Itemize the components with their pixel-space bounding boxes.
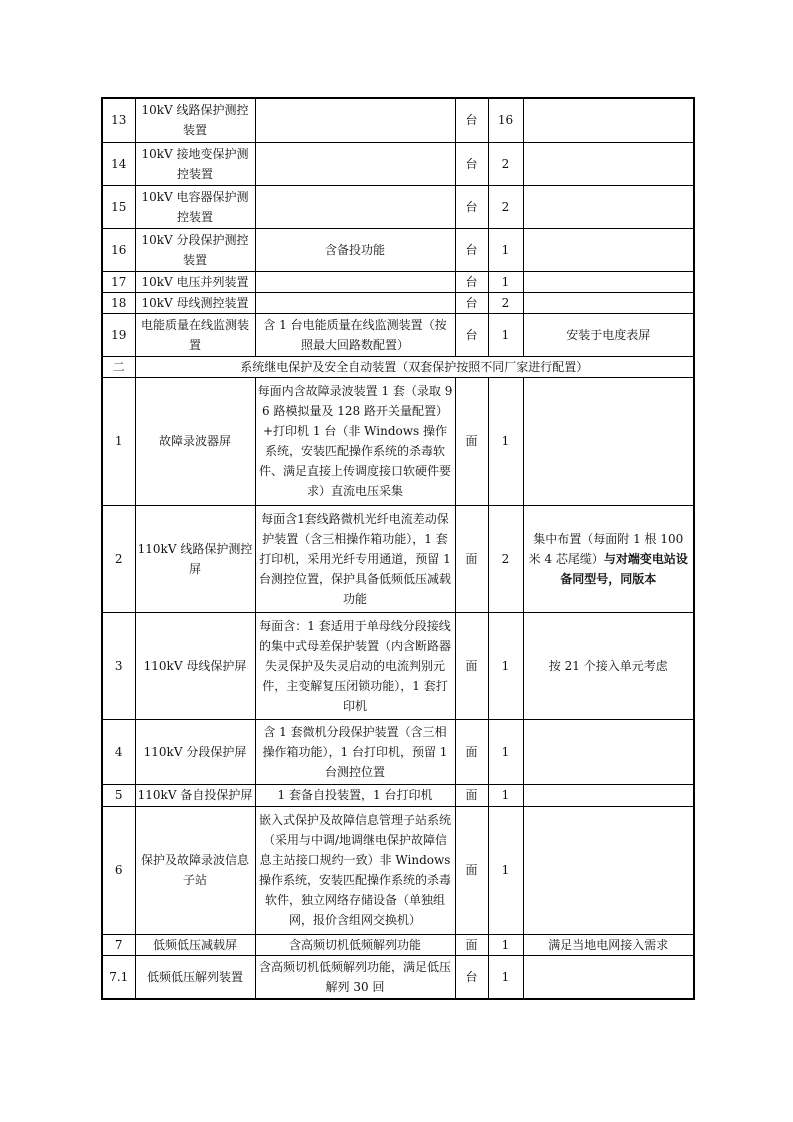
item-unit: 台 [455,142,488,185]
item-name: 电能质量在线监测装置 [135,313,255,356]
section-number: 二 [102,356,135,377]
item-quantity: 16 [488,98,523,142]
item-quantity: 2 [488,142,523,185]
row-number: 19 [102,313,135,356]
item-description: 含高频切机低频解列功能，满足低压解列 30 回 [255,955,455,999]
item-name: 10kV 接地变保护测控装置 [135,142,255,185]
item-unit: 面 [455,806,488,934]
row-number: 15 [102,185,135,228]
item-description: 每面含1套线路微机光纤电流差动保护装置（含三相操作箱功能），1 套打印机，采用光纤专用通道，预留 1 台测控位置，保护具备低频低压减载功能 [255,505,455,612]
row-number: 16 [102,228,135,271]
row-number: 6 [102,806,135,934]
table-row [102,934,694,955]
item-unit: 面 [455,377,488,505]
equipment-table [101,97,695,1000]
item-quantity: 1 [488,955,523,999]
item-unit: 面 [455,934,488,955]
item-note [523,185,694,228]
row-number: 5 [102,784,135,806]
table-row [102,313,694,356]
item-note: 安装于电度表屏 [523,313,694,356]
item-note [523,784,694,806]
item-note [523,98,694,142]
item-name: 110kV 备自投保护屏 [135,784,255,806]
row-number: 13 [102,98,135,142]
item-unit: 台 [455,955,488,999]
item-name: 10kV 母线测控装置 [135,292,255,313]
item-description [255,292,455,313]
item-note [523,377,694,505]
item-name: 10kV 电压并列装置 [135,271,255,292]
item-quantity: 1 [488,313,523,356]
item-unit: 面 [455,505,488,612]
table-row [102,955,694,999]
item-description: 含 1 台电能质量在线监测装置（按照最大回路数配置） [255,313,455,356]
item-description [255,98,455,142]
item-description [255,271,455,292]
table-row [102,719,694,784]
item-note [523,806,694,934]
table-row [102,806,694,934]
row-number: 1 [102,377,135,505]
item-quantity: 2 [488,185,523,228]
section-title: 系统继电保护及安全自动装置（双套保护按照不同厂家进行配置） [135,356,694,377]
item-description [255,185,455,228]
item-name: 10kV 分段保护测控装置 [135,228,255,271]
item-unit: 台 [455,271,488,292]
item-note [523,228,694,271]
table-row [102,142,694,185]
item-note: 按 21 个接入单元考虑 [523,612,694,719]
item-name: 保护及故障录波信息子站 [135,806,255,934]
item-name: 110kV 母线保护屏 [135,612,255,719]
item-unit: 台 [455,98,488,142]
item-unit: 台 [455,313,488,356]
item-quantity: 1 [488,806,523,934]
row-number: 18 [102,292,135,313]
table-row [102,292,694,313]
table-row [102,271,694,292]
item-unit: 台 [455,185,488,228]
item-name: 低频低压解列装置 [135,955,255,999]
item-unit: 面 [455,719,488,784]
item-quantity: 1 [488,934,523,955]
item-note [523,292,694,313]
row-number: 7 [102,934,135,955]
item-unit: 面 [455,612,488,719]
item-quantity: 1 [488,228,523,271]
item-quantity: 2 [488,292,523,313]
item-quantity: 2 [488,505,523,612]
table-row [102,98,694,142]
row-number: 4 [102,719,135,784]
item-note-text: 集中布置（每面附 1 根 100 米 4 芯尾缆） [528,531,684,566]
row-number: 2 [102,505,135,612]
item-description: 每面内含故障录波装置 1 套（录取 96 路模拟量及 128 路开关量配置）+打印机 1 台（非 Windows 操作系统，安装匹配操作系统的杀毒软件、满足直接上传调度接口软硬件要求）直流电压采集 [255,377,455,505]
item-name: 低频低压减载屏 [135,934,255,955]
item-description: 1 套备自投装置，1 台打印机 [255,784,455,806]
item-note [523,955,694,999]
item-quantity: 1 [488,719,523,784]
item-unit: 台 [455,292,488,313]
item-quantity: 1 [488,784,523,806]
section-row [102,356,694,377]
table-row [102,228,694,271]
table-row [102,784,694,806]
item-name: 110kV 线路保护测控屏 [135,505,255,612]
table-row [102,185,694,228]
row-number: 3 [102,612,135,719]
item-quantity: 1 [488,612,523,719]
item-note-emphasis: 与对端变电站设备同型号，同版本 [560,551,688,586]
item-name: 故障录波器屏 [135,377,255,505]
item-note [523,505,694,612]
item-quantity: 1 [488,271,523,292]
item-description: 嵌入式保护及故障信息管理子站系统（采用与中调/地调继电保护故障信息主站接口规约一致）非 Windows 操作系统，安装匹配操作系统的杀毒软件，独立网络存储设备（单独组网，报价含组网交换机） [255,806,455,934]
item-name: 10kV 电容器保护测控装置 [135,185,255,228]
item-unit: 台 [455,228,488,271]
item-quantity: 1 [488,377,523,505]
item-note [523,271,694,292]
item-note [523,142,694,185]
row-number: 17 [102,271,135,292]
table-row [102,377,694,505]
item-note [523,719,694,784]
row-number: 14 [102,142,135,185]
item-description [255,142,455,185]
item-name: 10kV 线路保护测控装置 [135,98,255,142]
row-number: 7.1 [102,955,135,999]
table-row [102,612,694,719]
item-description: 含高频切机低频解列功能 [255,934,455,955]
item-name: 110kV 分段保护屏 [135,719,255,784]
item-note: 满足当地电网接入需求 [523,934,694,955]
item-description: 每面含：1 套适用于单母线分段接线的集中式母差保护装置（内含断路器失灵保护及失灵启动的电流判别元件，主变解复压闭锁功能），1 套打印机 [255,612,455,719]
item-unit: 面 [455,784,488,806]
item-description: 含备投功能 [255,228,455,271]
table-row [102,505,694,612]
item-description: 含 1 套微机分段保护装置（含三相操作箱功能），1 台打印机，预留 1 台测控位置 [255,719,455,784]
